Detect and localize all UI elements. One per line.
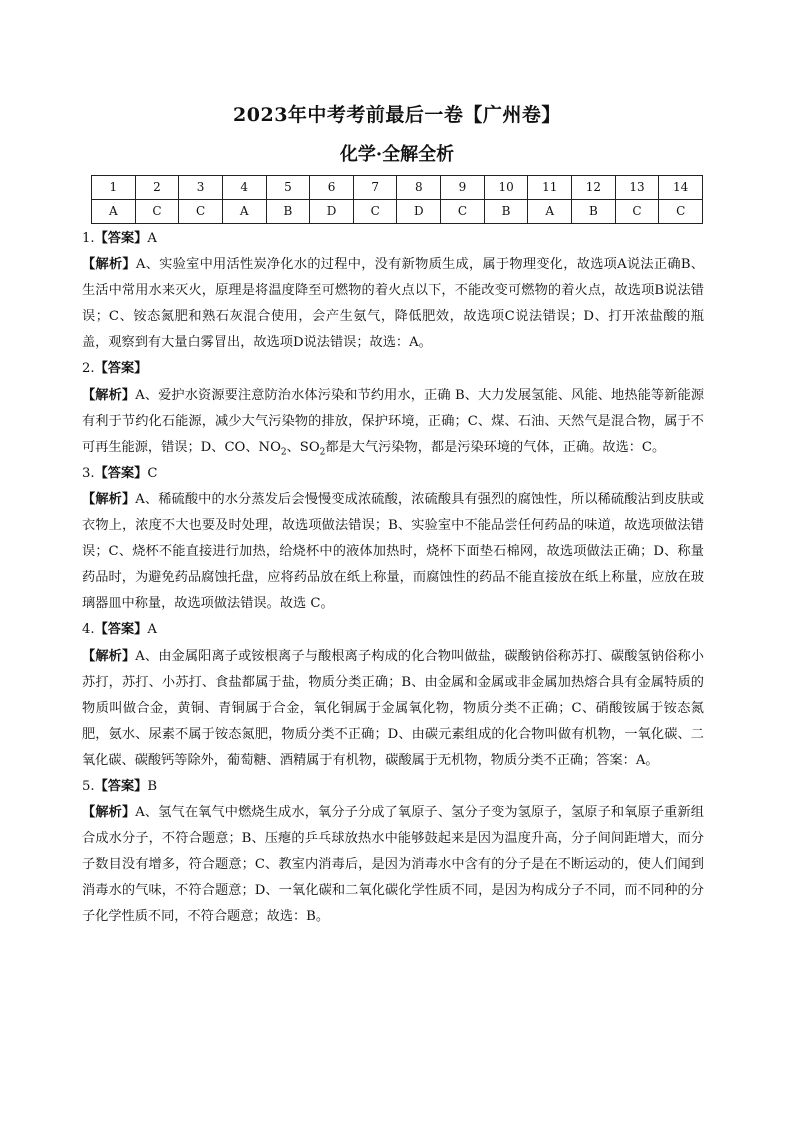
number-cell: 2 xyxy=(135,176,179,200)
analysis-text: 都是大气污染物，都是污染环境的气体，正确。故选：C。 xyxy=(325,439,666,455)
question-number: 4. xyxy=(82,622,95,638)
answer-cell: C xyxy=(659,200,703,224)
number-cell: 11 xyxy=(528,176,572,200)
question-number: 1. xyxy=(82,231,95,246)
answer-cell: B xyxy=(484,200,528,224)
question-number: 5. xyxy=(82,778,95,794)
answer-label: 【答案】 xyxy=(94,465,148,481)
page-subtitle: 化学·全解全析 xyxy=(339,144,455,165)
answer-cell: A xyxy=(92,200,136,224)
solutions-body xyxy=(82,226,704,931)
answer-table xyxy=(91,175,703,224)
number-cell: 7 xyxy=(353,176,397,200)
answer-cell: A xyxy=(528,200,572,224)
subscript: 2 xyxy=(319,447,326,458)
answer-label: 【答案】 xyxy=(94,231,148,246)
answer-cell: C xyxy=(441,200,485,224)
question-analysis xyxy=(82,487,704,617)
number-cell: 1 xyxy=(92,176,136,200)
number-cell: 9 xyxy=(441,176,485,200)
number-cell: 12 xyxy=(572,176,616,200)
analysis-text: 、SO xyxy=(286,439,320,455)
question-answer-line xyxy=(82,617,704,643)
subscript: 2 xyxy=(280,447,287,458)
answer-cell: C xyxy=(135,200,179,224)
analysis-text: A、氢气在氧气中燃烧生成水，氧分子分成了氧原子、氢分子变为氢原子，氢原子和氧原子重新组合成水分子，不符合题意；B、压瘪的乒乓球放热水中能够鼓起来是因为温度升高，分子间间距增大，而分子数目没有增多，符合题意；C、教室内消毒后，是因为消毒水中含有的分子是在不断运动的，使人们闻到消毒水的气味，不符合题意；D、一氧化碳和二氧化碳化学性质不同，是因为构成分子不同，而不同种的分子化学性质不同，不符合题意；故选：B。 xyxy=(82,805,704,925)
answer-cell: D xyxy=(397,200,441,224)
answer-value: B xyxy=(147,778,158,794)
answer-value: C xyxy=(147,465,158,481)
answer-cell: C xyxy=(353,200,397,224)
number-cell: 14 xyxy=(659,176,703,200)
answer-cell: C xyxy=(179,200,223,224)
answer-cell: B xyxy=(266,200,310,224)
answer-cell: B xyxy=(572,200,616,224)
page-title: 2023年中考考前最后一卷【广州卷】 xyxy=(233,104,561,126)
analysis-label: 【解析】 xyxy=(82,805,136,821)
number-cell: 8 xyxy=(397,176,441,200)
question-answer-line xyxy=(82,356,704,382)
question-answer-line xyxy=(82,774,704,800)
analysis-label: 【解析】 xyxy=(82,491,136,507)
analysis-label: 【解析】 xyxy=(82,257,136,273)
answer-label: 【答案】 xyxy=(94,361,148,377)
question-answer-line xyxy=(82,226,704,252)
number-cell: 4 xyxy=(222,176,266,200)
answer-cell: C xyxy=(615,200,659,224)
analysis-label: 【解析】 xyxy=(82,648,136,664)
answer-value: A xyxy=(147,622,157,638)
answer-table-answer-row xyxy=(92,200,703,224)
analysis-text: A、实验室中用活性炭净化水的过程中，没有新物质生成，属于物理变化，故选项A说法正确B、生活中常用水来灭火，原理是将温度降至可燃物的着火点以下，不能改变可燃物的着火点，故选项B说法错误；C、铵态氮肥和熟石灰混合使用，会产生氨气，降低肥效，故选项C说法错误；D、打开浓盐酸的瓶盖，观察到有大量白雾冒出，故选项D说法错误；故选：A。 xyxy=(82,257,704,351)
question-number: 3. xyxy=(82,465,95,481)
answer-value: A xyxy=(147,231,157,246)
answer-table-number-row xyxy=(92,176,703,200)
answer-cell: A xyxy=(222,200,266,224)
number-cell: 13 xyxy=(615,176,659,200)
analysis-text: A、由金属阳离子或铵根离子与酸根离子构成的化合物叫做盐，碳酸钠俗称苏打、碳酸氢钠俗称小苏打，苏打、小苏打、食盐都属于盐，物质分类正确；B、由金属和金属或非金属加热熔合具有金属特质的物质叫做合金，黄铜、青铜属于合金，氧化铜属于金属氧化物，物质分类不正确；C、硝酸铵属于铵态氮肥，氨水、尿素不属于铵态氮肥，物质分类不正确；D、由碳元素组成的化合物叫做有机物，一氧化碳、二氧化碳、碳酸钙等除外，葡萄糖、酒精属于有机物，碳酸属于无机物，物质分类不正确；答案：A。 xyxy=(82,648,704,768)
question-number: 2. xyxy=(82,361,95,377)
number-cell: 3 xyxy=(179,176,223,200)
number-cell: 5 xyxy=(266,176,310,200)
answer-cell: D xyxy=(310,200,354,224)
number-cell: 6 xyxy=(310,176,354,200)
analysis-text: A、爱护水资源要注意防治水体污染和节约用水，正确 B、大力发展氢能、风能、地热能等新能源有利于节约化石能源，减少大气污染物的排放，保护环境，正确；C、煤、石油、天然气是混合物，属于不可再生能源，错误；D、CO、NO xyxy=(82,387,705,455)
analysis-text: A、稀硫酸中的水分蒸发后会慢慢变成浓硫酸，浓硫酸具有强烈的腐蚀性，所以稀硫酸沾到皮肤或衣物上，浓度不大也要及时处理，故选项做法错误；B、实验室中不能品尝任何药品的味道，故选项做法错误；C、烧杯不能直接进行加热，给烧杯中的液体加热时，烧杯下面垫石棉网，故选项做法正确；D、称量药品时，为避免药品腐蚀托盘，应将药品放在纸上称量，而腐蚀性的药品不能直接放在纸上称量，应放在玻璃器皿中称量，故选项做法错误。故选 C。 xyxy=(82,491,704,612)
number-cell: 10 xyxy=(484,176,528,200)
question-analysis xyxy=(82,252,704,356)
answer-label: 【答案】 xyxy=(94,622,148,638)
question-analysis xyxy=(82,644,704,774)
answer-label: 【答案】 xyxy=(94,778,148,794)
question-answer-line xyxy=(82,461,704,487)
analysis-label: 【解析】 xyxy=(82,387,136,403)
question-analysis xyxy=(82,800,704,930)
question-analysis xyxy=(82,383,704,461)
